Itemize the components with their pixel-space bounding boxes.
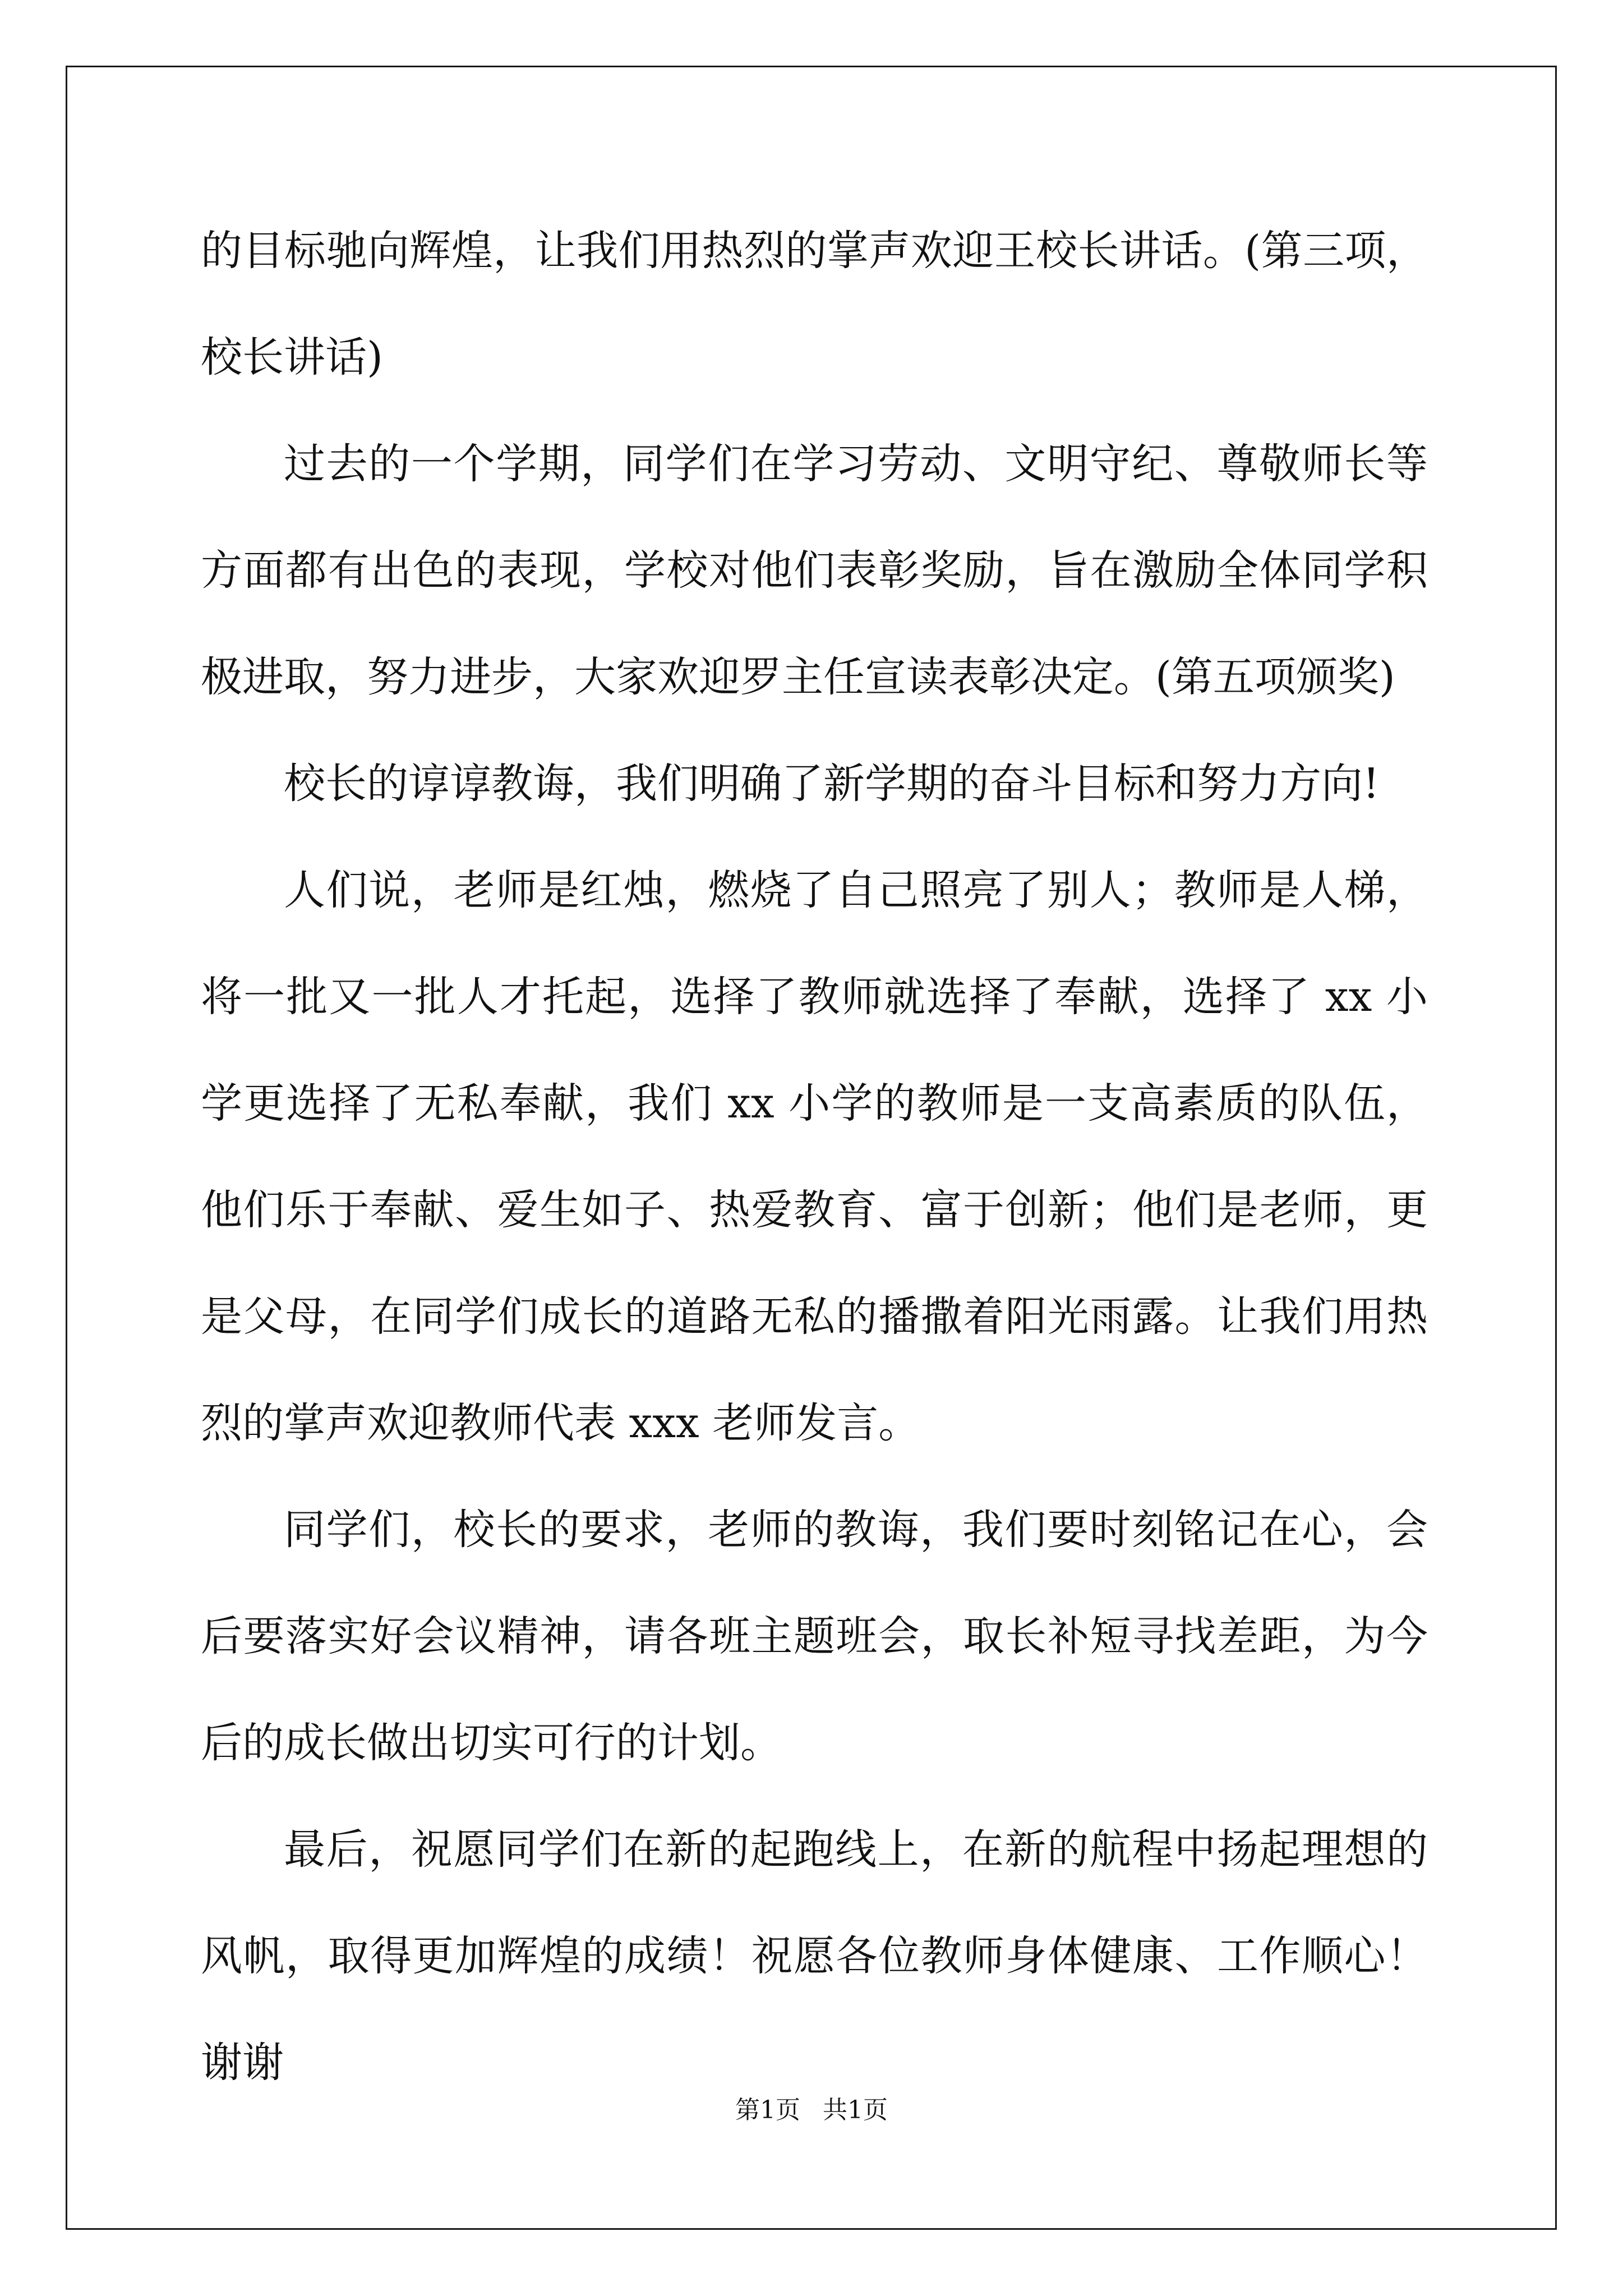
paragraph-1: 的目标驰向辉煌，让我们用热烈的掌声欢迎王校长讲话。(第三项，校长讲话) [201, 227, 1428, 381]
paragraph-4: 人们说，老师是红烛，燃烧了自己照亮了别人；教师是人梯，将一批又一批人才托起，选择了教师就选择了奉献，选择了 xx 小学更选择了无私奉献，我们 xx 小学的教师是一支高素质的队伍，他们乐于奉献、爱生如子、热爱教育、富于创新；他们是老师，更是父母，在同学们成长的道路无私的播撒着阳光雨露。让我们用热烈的掌声欢迎教师代表 xxx 老师发言。 [201, 866, 1428, 1447]
paragraph-6: 最后，祝愿同学们在新的起跑线上，在新的航程中扬起理想的风帆，取得更加辉煌的成绩！祝愿各位教师身体健康、工作顺心！谢谢 [201, 1825, 1428, 2087]
page-footer [0, 2090, 1623, 2125]
page-number-current: 第1页 [735, 2096, 800, 2124]
document-body [201, 197, 1428, 2116]
paragraph-2: 过去的一个学期，同学们在学习劳动、文明守纪、尊敬师长等方面都有出色的表现，学校对他们表彰奖励，旨在激励全体同学积极进取，努力进步，大家欢迎罗主任宣读表彰决定。(第五项颁奖) [201, 440, 1428, 701]
paragraph-5: 同学们，校长的要求，老师的教诲，我们要时刻铭记在心，会后要落实好会议精神，请各班主题班会，取长补短寻找差距，为今后的成长做出切实可行的计划。 [201, 1506, 1428, 1767]
paragraph-3: 校长的谆谆教诲，我们明确了新学期的奋斗目标和努力方向! [284, 760, 1380, 808]
page-number-total: 共1页 [823, 2096, 888, 2124]
